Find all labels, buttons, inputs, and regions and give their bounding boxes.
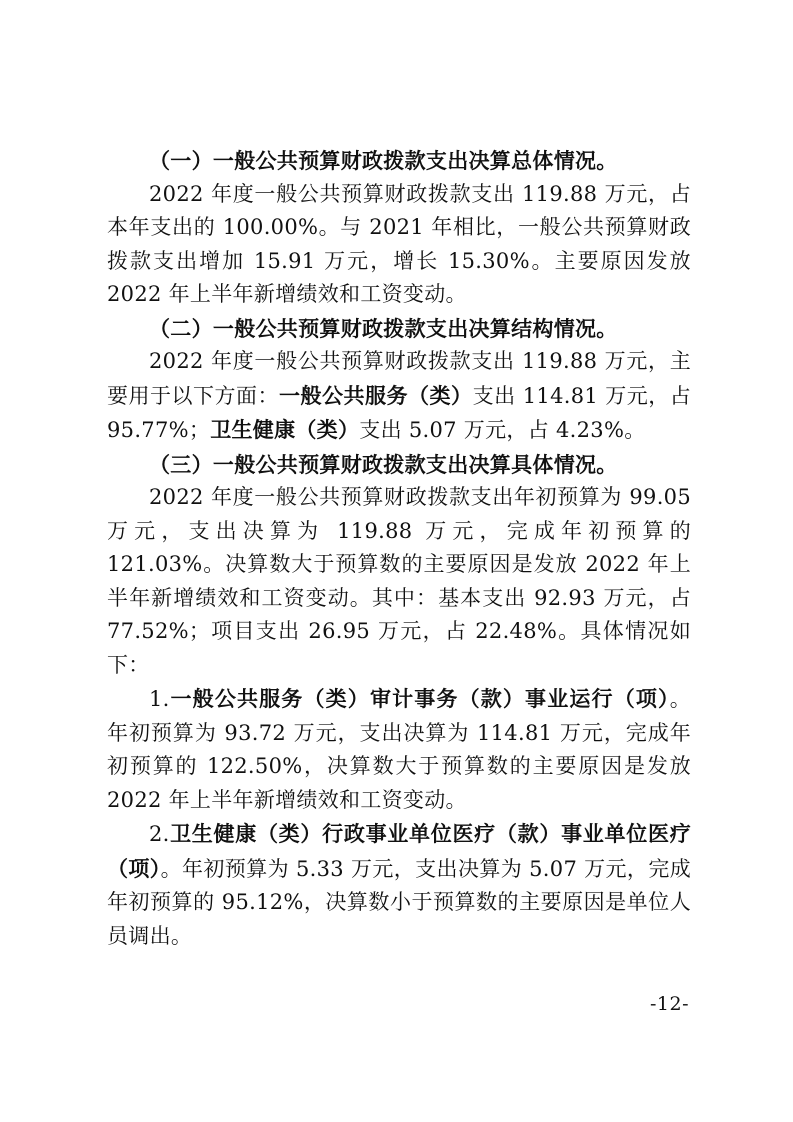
section-2-item-2-label: 卫生健康（类） (210, 417, 360, 442)
section-1-heading: （一）一般公共预算财政拨款支出决算总体情况。 (149, 148, 618, 173)
section-3-item-1-title: 一般公共服务（类）审计事务（款）事业运行（项） (169, 686, 670, 711)
section-3-body: 2022 年度一般公共预算财政拨款支出年初预算为 99.05 万元，支出决算为 119.88 万元，完成年初预算的 121.03%。决算数大于预算数的主要原因是发放 2022 年上半年新增绩效和工资变动。其中：基本支出 92.93 万元，占 77.52%；项目支出 26.95 万元，占 22.48%。具体情况如下： (107, 485, 691, 677)
section-2-item-2-text: 支出 5.07 万元，占 4.23%。 (359, 418, 646, 442)
section-1-body: 2022 年度一般公共预算财政拨款支出 119.88 万元，占本年支出的 100.00%。与 2021 年相比，一般公共预算财政拨款支出增加 15.91 万元，增长 15.30%。主要原因发放 2022 年上半年新增绩效和工资变动。 (107, 181, 691, 306)
page-number: -12- (649, 993, 689, 1015)
section-2-item-1-label: 一般公共服务（类） (279, 382, 473, 408)
section-3-heading: （三）一般公共预算财政拨款支出决算具体情况。 (149, 451, 618, 477)
section-3-item-1 (107, 682, 691, 817)
section-3-item-2-title: 卫生健康（类）行政事业单位医疗（款）事业单位医疗（项） (107, 821, 691, 881)
document-body (107, 144, 691, 953)
section-2-body (107, 345, 691, 448)
section-3-item-2-number: 2. (149, 822, 170, 846)
section-3-item-1-text: 。年初预算为 93.72 万元，支出决算为 114.81 万元，完成年初预算的 122.50%，决算数大于预算数的主要原因是发放 2022 年上半年新增绩效和工资变动。 (107, 687, 691, 812)
section-2-heading: （二）一般公共预算财政拨款支出决算结构情况。 (149, 315, 618, 341)
section-2-item-1-text: 支出 114.81 万元，占 95.77%； (107, 383, 692, 442)
section-2-intro: 2022 年度一般公共预算财政拨款支出 119.88 万元，主要用于以下方面： (107, 349, 691, 408)
section-3-item-2-text: 。年初预算为 5.33 万元，支出决算为 5.07 万元，完成年初预算的 95.12%，决算数小于预算数的主要原因是单位人员调出。 (107, 856, 691, 948)
section-3-item-2 (107, 817, 691, 953)
section-3-item-1-number: 1. (149, 687, 170, 711)
